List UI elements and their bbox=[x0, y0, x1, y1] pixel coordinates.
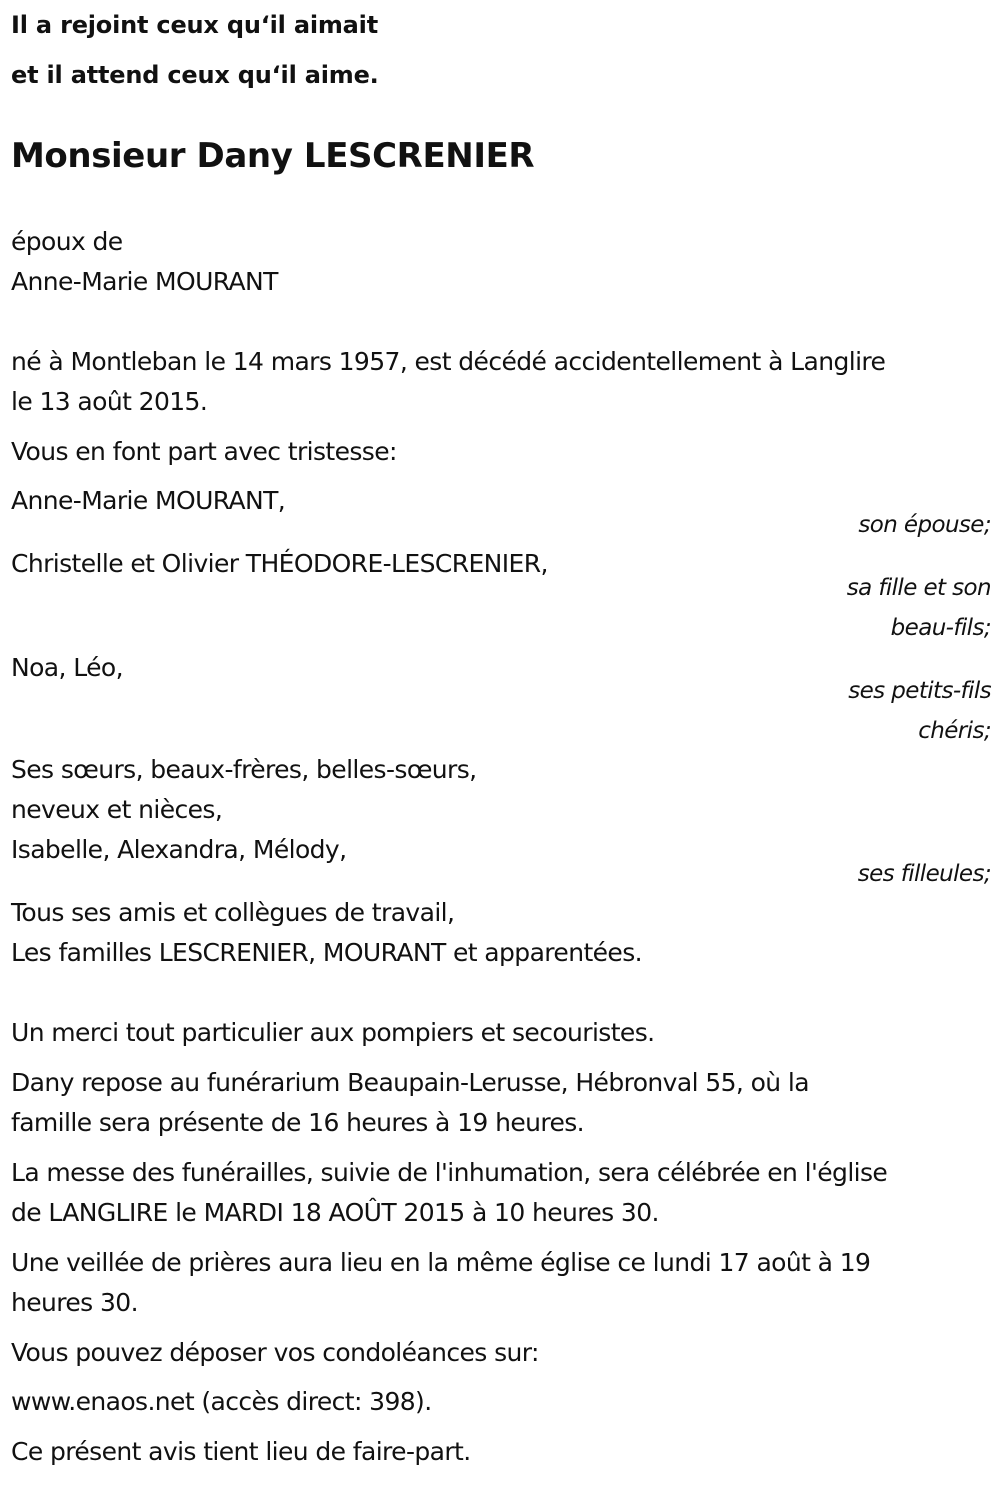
funerarium-line-2: famille sera présente de 16 heures à 19 heures. bbox=[11, 1108, 585, 1137]
page-title: Monsieur Dany LESCRENIER bbox=[11, 136, 535, 176]
relation-grandchildren-1: ses petits-fils bbox=[848, 678, 991, 704]
family-entry-spouse: Anne-Marie MOURANT, bbox=[11, 486, 286, 515]
spouse-name: Anne-Marie MOURANT bbox=[11, 267, 278, 296]
funerarium-line-1: Dany repose au funérarium Beaupain-Lerusse, Hébronval 55, où la bbox=[11, 1068, 809, 1097]
vigil-line-2: heures 30. bbox=[11, 1288, 138, 1317]
relation-daughter-2: beau-fils; bbox=[890, 615, 991, 641]
mass-line-1: La messe des funérailles, suivie de l'inhumation, sera célébrée en l'église bbox=[11, 1158, 888, 1187]
condolences-link[interactable]: www.enaos.net (accès direct: 398). bbox=[11, 1387, 432, 1416]
family-entry-grandchildren: Noa, Léo, bbox=[11, 653, 123, 682]
epigraph-line-1: Il a rejoint ceux qu‘il aimait bbox=[11, 11, 378, 39]
family-entry-siblings: Ses sœurs, beaux-frères, belles-sœurs, bbox=[11, 755, 477, 784]
family-entry-nephews: neveux et nièces, bbox=[11, 795, 223, 824]
vigil-line-1: Une veillée de prières aura lieu en la même église ce lundi 17 août à 19 bbox=[11, 1248, 871, 1277]
mass-line-2: de LANGLIRE le MARDI 18 AOÛT 2015 à 10 heures 30. bbox=[11, 1198, 659, 1227]
closing-text: Ce présent avis tient lieu de faire-part. bbox=[11, 1437, 471, 1466]
family-entry-friends: Tous ses amis et collègues de travail, bbox=[11, 898, 455, 927]
family-entry-daughter: Christelle et Olivier THÉODORE-LESCRENIER, bbox=[11, 549, 548, 578]
family-entry-goddaughters: Isabelle, Alexandra, Mélody, bbox=[11, 835, 347, 864]
relation-grandchildren-2: chéris; bbox=[918, 718, 991, 744]
family-entry-families: Les familles LESCRENIER, MOURANT et apparentées. bbox=[11, 938, 642, 967]
spouse-label: époux de bbox=[11, 227, 123, 256]
birth-death-line-1: né à Montleban le 14 mars 1957, est décédé accidentellement à Langlire bbox=[11, 347, 886, 376]
relation-goddaughters: ses filleules; bbox=[857, 861, 991, 887]
thanks-text: Un merci tout particulier aux pompiers et secouristes. bbox=[11, 1018, 655, 1047]
relation-daughter-1: sa fille et son bbox=[846, 575, 991, 601]
epigraph-line-2: et il attend ceux qu‘il aime. bbox=[11, 61, 379, 89]
birth-death-line-2: le 13 août 2015. bbox=[11, 387, 208, 416]
condolences-label: Vous pouvez déposer vos condoléances sur: bbox=[11, 1338, 539, 1367]
announce-text: Vous en font part avec tristesse: bbox=[11, 437, 397, 466]
relation-spouse: son épouse; bbox=[858, 512, 991, 538]
